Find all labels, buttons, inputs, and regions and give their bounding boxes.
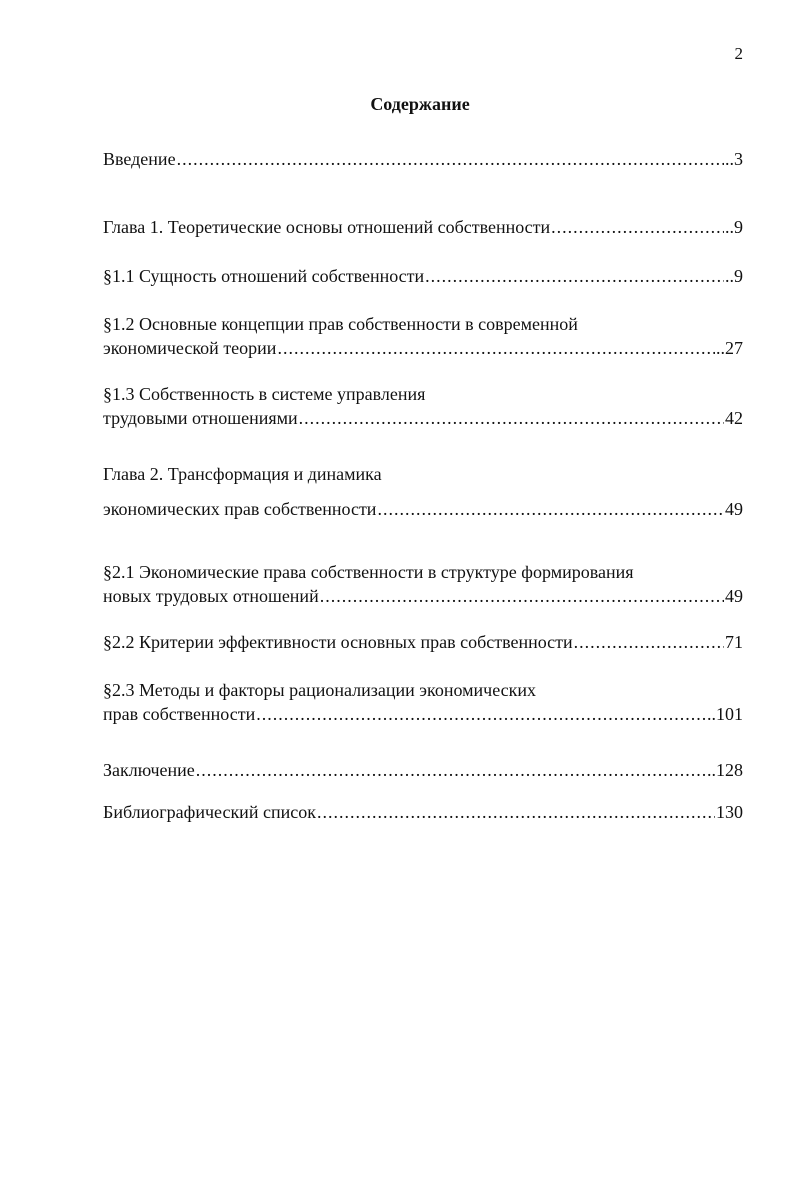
toc-page-number: ..9 — [725, 217, 743, 237]
toc-page-number: 49 — [725, 586, 743, 606]
toc-entry-text-continued: экономической теории — [103, 338, 277, 358]
toc-entry-text: §2.3 Методы и факторы рационализации экономических — [103, 680, 537, 700]
toc-entry-chapter-2[interactable] — [103, 462, 743, 521]
toc-entry-text-continued: трудовыми отношениями — [103, 408, 298, 428]
dot-leader — [377, 497, 724, 521]
toc-entry-text: Глава 1. Теоретические основы отношений собственности — [103, 217, 551, 237]
toc-entry-section-1-2[interactable] — [103, 312, 743, 360]
toc-page-number: ..128 — [707, 760, 743, 780]
dot-leader — [551, 215, 724, 239]
toc-entry-chapter-1[interactable] — [103, 215, 743, 239]
dot-leader — [574, 630, 724, 654]
toc-page-number: 42 — [725, 408, 743, 428]
toc-entry-introduction[interactable] — [103, 147, 743, 171]
dot-leader — [177, 147, 724, 171]
toc-entry-section-2-1[interactable] — [103, 560, 743, 608]
toc-page-number: ..27 — [716, 338, 743, 358]
toc-entry-text: §1.2 Основные концепции прав собственности в современной — [103, 314, 578, 334]
toc-entry-conclusion[interactable] — [103, 758, 743, 782]
toc-entry-section-2-3[interactable] — [103, 678, 743, 726]
toc-page-number: 71 — [725, 632, 743, 652]
toc-entry-text-continued: новых трудовых отношений — [103, 586, 319, 606]
dot-leader — [196, 758, 706, 782]
toc-page-number: 130 — [716, 802, 743, 822]
toc-entry-section-1-1[interactable] — [103, 264, 743, 288]
toc-entry-section-1-3[interactable] — [103, 382, 743, 430]
toc-entry-text-continued: экономических прав собственности — [103, 499, 377, 519]
toc-entry-text: Введение — [103, 149, 176, 169]
toc-entry-text-continued: прав собственности — [103, 704, 256, 724]
toc-page-number: ..101 — [707, 704, 743, 724]
page-title: Содержание — [370, 94, 470, 114]
dot-leader — [425, 264, 724, 288]
toc-entry-text: Библиографический список — [103, 802, 316, 822]
dot-leader — [317, 800, 715, 824]
toc-page-number: ..9 — [725, 266, 743, 286]
toc-entry-text: §1.1 Сущность отношений собственности — [103, 266, 425, 286]
dot-leader — [299, 406, 724, 430]
toc-entry-text: Заключение — [103, 760, 195, 780]
page-number: 2 — [734, 44, 743, 63]
toc-entry-bibliography[interactable] — [103, 800, 743, 824]
dot-leader — [277, 336, 715, 360]
dot-leader — [256, 702, 706, 726]
toc-entry-text: §1.3 Собственность в системе управления — [103, 384, 426, 404]
dot-leader — [320, 584, 724, 608]
toc-entry-text: §2.2 Критерии эффективности основных прав собственности — [103, 632, 573, 652]
toc-page-number: ..3 — [725, 149, 743, 169]
toc-entry-text: Глава 2. Трансформация и динамика — [103, 464, 382, 484]
toc-entry-section-2-2[interactable] — [103, 630, 743, 654]
toc-page-number: 49 — [725, 499, 743, 519]
toc-entry-text: §2.1 Экономические права собственности в структуре формирования — [103, 562, 634, 582]
